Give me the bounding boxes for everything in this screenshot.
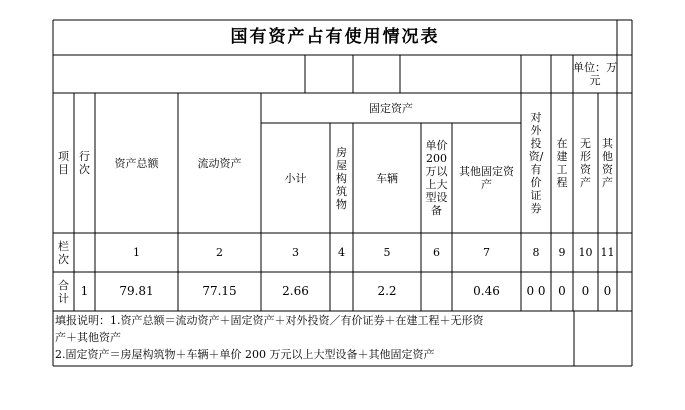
- equipment-200-value: [421, 272, 452, 311]
- buildings-value: [330, 272, 353, 311]
- note-line-2: 产＋其他资产: [55, 331, 121, 344]
- subtotal-value: 2.66: [282, 284, 309, 298]
- note-line-3: 2.固定资产＝房屋构筑物＋车辆＋单价 200 万元以上大型设备＋其他固定资产: [55, 348, 435, 361]
- header-intangible: 无形资产: [580, 137, 591, 189]
- page-title: 国有资产占有使用情况表: [230, 27, 440, 47]
- col-number-cell: 6: [433, 246, 440, 259]
- filling-notes: [55, 312, 573, 363]
- col-number-cell: 11: [600, 246, 615, 259]
- other-assets-value: 0: [603, 284, 612, 298]
- construction-value: 0: [558, 284, 566, 298]
- col-number-cell: 10: [578, 246, 593, 259]
- header-equipment-200: 单价200万以上大型设备: [425, 139, 448, 217]
- header-item: 项目: [58, 150, 69, 176]
- col-number-cell: 4: [338, 246, 345, 259]
- other-fixed-value: 0.46: [473, 284, 500, 298]
- current-assets-value: 77.15: [202, 284, 237, 298]
- note-line-1: 填报说明：1.资产总额＝流动资产＋固定资产＋对外投资／有价证券＋在建工程＋无形资: [55, 314, 484, 327]
- investment-value: 0 0: [526, 284, 546, 298]
- header-buildings: 房屋构筑物: [336, 145, 347, 211]
- header-total-assets: 资产总额: [114, 156, 159, 170]
- col-number-cell: 5: [383, 246, 391, 259]
- header-subtotal: 小计: [284, 171, 307, 185]
- header-investment: 对外投资/有价证券: [528, 111, 544, 215]
- col-number-cell: 9: [558, 246, 566, 259]
- total-assets-value: 79.81: [119, 284, 154, 298]
- header-fixed-assets: 固定资产: [369, 101, 413, 115]
- col-number-cell: 8: [532, 246, 540, 259]
- total-label: 合计: [58, 278, 69, 305]
- col-number-cell: 7: [483, 246, 490, 259]
- header-current-assets: 流动资产: [197, 156, 242, 170]
- col-number-cell: 2: [216, 246, 223, 259]
- col-number-cell: 1: [133, 246, 140, 259]
- header-other-fixed: 其他固定资产: [459, 165, 514, 191]
- total-row-no: 1: [80, 284, 89, 298]
- col-number-label: 栏次: [58, 239, 69, 266]
- unit-text: 单位：万元: [573, 61, 617, 87]
- intangible-value: 0: [581, 284, 590, 298]
- header-other-assets: 其他资产: [602, 137, 613, 189]
- header-row-no: 行次: [79, 150, 90, 176]
- header-construction: 在建工程: [556, 137, 568, 189]
- header-vehicles: 车辆: [376, 171, 398, 185]
- vehicles-value: 2.2: [377, 284, 397, 298]
- unit-label: [573, 55, 617, 93]
- col-number-cell: 3: [292, 246, 299, 259]
